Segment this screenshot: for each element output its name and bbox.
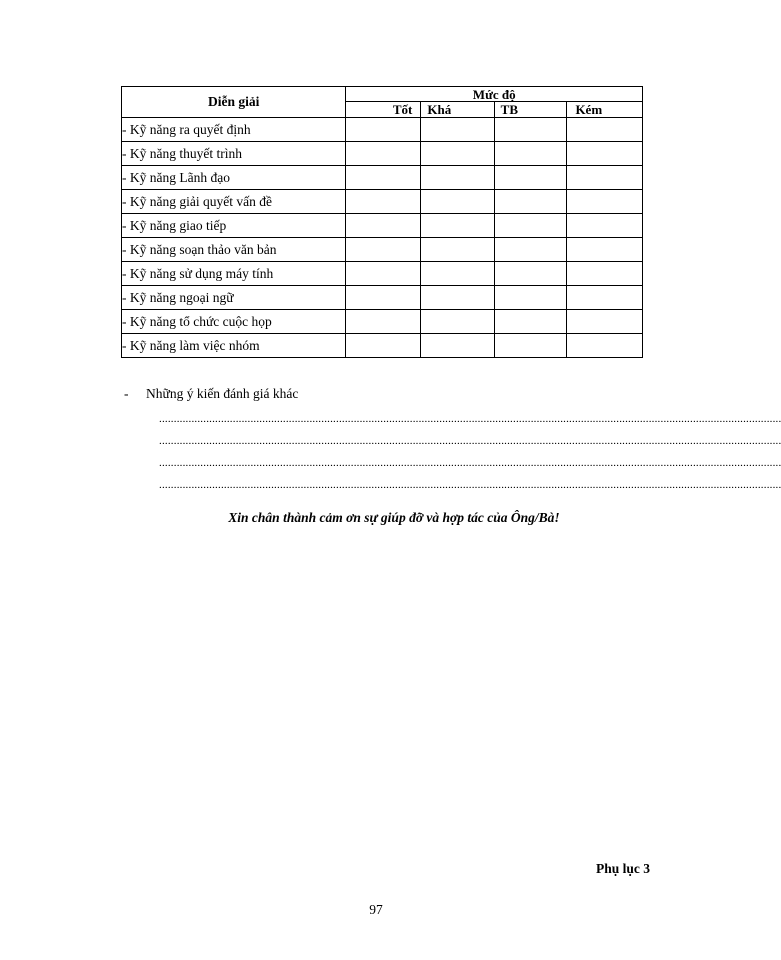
skill-label: - Kỹ năng tổ chức cuộc họp bbox=[122, 310, 346, 334]
header-level: Mức độ bbox=[346, 87, 643, 102]
table-row bbox=[122, 142, 643, 166]
table-row bbox=[122, 118, 643, 142]
table-row bbox=[122, 334, 643, 358]
rating-cell[interactable] bbox=[421, 214, 494, 238]
rating-cell[interactable] bbox=[346, 118, 421, 142]
rating-cell[interactable] bbox=[494, 334, 567, 358]
rating-cell[interactable] bbox=[346, 190, 421, 214]
comment-line-1[interactable]: ................................................................................................................................................................................................................... bbox=[159, 413, 781, 425]
header-description: Diễn giải bbox=[122, 87, 346, 118]
level-average: TB bbox=[494, 102, 567, 118]
table-row bbox=[122, 166, 643, 190]
comments-label-text: Những ý kiến đánh giá khác bbox=[146, 386, 299, 401]
rating-cell[interactable] bbox=[346, 238, 421, 262]
rating-cell[interactable] bbox=[346, 166, 421, 190]
table-row bbox=[122, 190, 643, 214]
table-row bbox=[122, 238, 643, 262]
rating-cell[interactable] bbox=[494, 214, 567, 238]
rating-cell[interactable] bbox=[421, 310, 494, 334]
rating-cell[interactable] bbox=[494, 142, 567, 166]
level-good: Tốt bbox=[346, 102, 421, 118]
rating-cell[interactable] bbox=[567, 262, 643, 286]
table-row bbox=[122, 214, 643, 238]
rating-cell[interactable] bbox=[567, 286, 643, 310]
rating-cell[interactable] bbox=[421, 190, 494, 214]
skill-label: - Kỹ năng soạn thảo văn bản bbox=[122, 238, 346, 262]
level-fair: Khá bbox=[421, 102, 494, 118]
table-row bbox=[122, 262, 643, 286]
rating-cell[interactable] bbox=[494, 238, 567, 262]
table-row bbox=[122, 286, 643, 310]
rating-cell[interactable] bbox=[421, 166, 494, 190]
skill-label: - Kỹ năng làm việc nhóm bbox=[122, 334, 346, 358]
rating-cell[interactable] bbox=[494, 190, 567, 214]
rating-cell[interactable] bbox=[494, 310, 567, 334]
skill-label: - Kỹ năng sử dụng máy tính bbox=[122, 262, 346, 286]
rating-cell[interactable] bbox=[421, 286, 494, 310]
skill-label: - Kỹ năng thuyết trình bbox=[122, 142, 346, 166]
rating-cell[interactable] bbox=[421, 118, 494, 142]
rating-cell[interactable] bbox=[346, 334, 421, 358]
rating-cell[interactable] bbox=[346, 286, 421, 310]
rating-cell[interactable] bbox=[494, 286, 567, 310]
rating-cell[interactable] bbox=[421, 262, 494, 286]
page-number: 97 bbox=[369, 902, 383, 917]
comment-line-2[interactable]: ................................................................................................................................................................................................................... bbox=[159, 435, 781, 447]
rating-cell[interactable] bbox=[421, 334, 494, 358]
rating-cell[interactable] bbox=[346, 310, 421, 334]
rating-cell[interactable] bbox=[567, 238, 643, 262]
other-comments-label bbox=[124, 386, 298, 402]
rating-cell[interactable] bbox=[567, 142, 643, 166]
bullet-dash: - bbox=[124, 386, 129, 401]
rating-cell[interactable] bbox=[494, 118, 567, 142]
skill-label: - Kỹ năng ngoại ngữ bbox=[122, 286, 346, 310]
comment-line-4[interactable]: ................................................................................................................................................................................................................... bbox=[159, 479, 781, 491]
rating-cell[interactable] bbox=[567, 190, 643, 214]
skills-rating-table bbox=[121, 86, 643, 358]
skill-label: - Kỹ năng giao tiếp bbox=[122, 214, 346, 238]
rating-cell[interactable] bbox=[567, 118, 643, 142]
skill-label: - Kỹ năng ra quyết định bbox=[122, 118, 346, 142]
table-row bbox=[122, 310, 643, 334]
rating-cell[interactable] bbox=[421, 238, 494, 262]
thank-you-note: Xin chân thành cảm ơn sự giúp đỡ và hợp tác của Ông/Bà! bbox=[228, 510, 560, 525]
level-poor: Kém bbox=[567, 102, 643, 118]
rating-cell[interactable] bbox=[567, 214, 643, 238]
rating-cell[interactable] bbox=[567, 166, 643, 190]
skill-label: - Kỹ năng giải quyết vấn đề bbox=[122, 190, 346, 214]
rating-cell[interactable] bbox=[346, 262, 421, 286]
appendix-label: Phụ lục 3 bbox=[595, 861, 650, 876]
rating-cell[interactable] bbox=[494, 262, 567, 286]
skill-label: - Kỹ năng Lãnh đạo bbox=[122, 166, 346, 190]
rating-cell[interactable] bbox=[346, 214, 421, 238]
comment-line-3[interactable]: ................................................................................................................................................................................................................... bbox=[159, 457, 781, 469]
rating-cell[interactable] bbox=[346, 142, 421, 166]
rating-cell[interactable] bbox=[494, 166, 567, 190]
rating-cell[interactable] bbox=[567, 334, 643, 358]
rating-cell[interactable] bbox=[421, 142, 494, 166]
rating-cell[interactable] bbox=[567, 310, 643, 334]
